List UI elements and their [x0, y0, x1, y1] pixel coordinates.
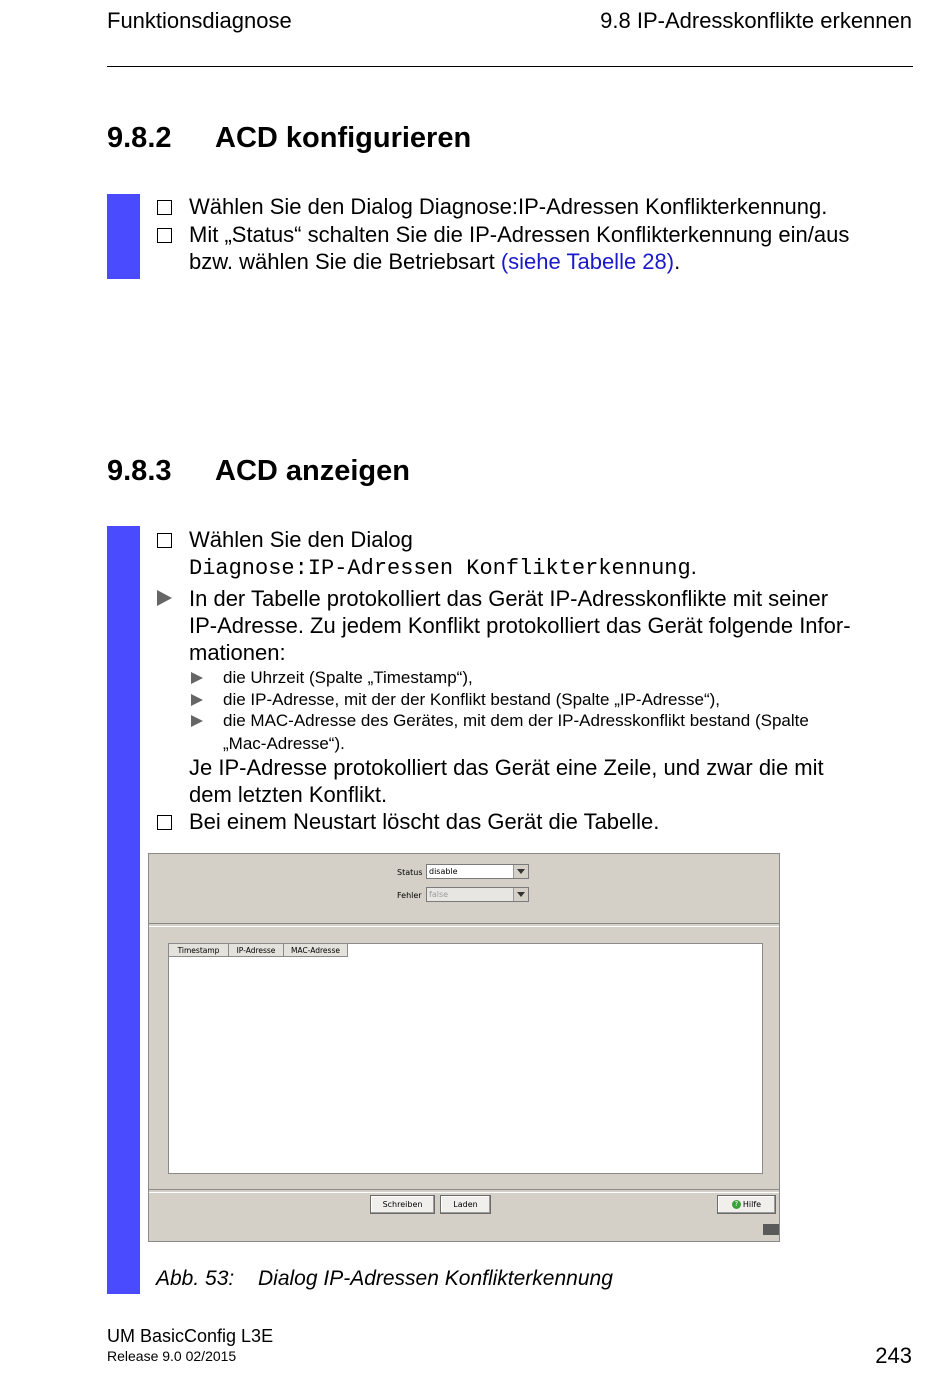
figure-caption: Dialog IP-Adressen Konflikterkennung [258, 1267, 613, 1290]
result-text: mationen: [189, 640, 286, 665]
fehler-select [426, 887, 529, 902]
paragraph: dem letzten Konflikt. [189, 782, 388, 807]
status-label: Status [397, 868, 423, 877]
footer-release: Release 9.0 02/2015 [107, 1348, 237, 1364]
column-header-mac-address[interactable]: MAC-Adresse [284, 944, 348, 957]
section-number: 9.8.2 [107, 122, 172, 154]
running-header-left: Funktionsdiagnose [107, 8, 292, 33]
section-title: ACD anzeigen [215, 455, 410, 487]
sub-arrow-icon [191, 715, 203, 727]
instruction-step: Mit „Status“ schalten Sie die IP-Adressen Konflikterkennung ein/aus [189, 222, 850, 247]
result-text: IP-Adresse. Zu jedem Konflikt protokolliert das Gerät folgende Infor- [189, 613, 851, 638]
instruction-bar [107, 526, 140, 1294]
step-text-end: . [674, 249, 681, 274]
checkbox-icon [157, 533, 172, 548]
instruction-step: Wählen Sie den Dialog [189, 527, 413, 552]
page-number: 243 [875, 1343, 912, 1368]
fehler-value: false [429, 890, 449, 899]
header-rule [107, 66, 913, 67]
checkbox-icon [157, 200, 172, 215]
sub-arrow-icon [191, 672, 203, 684]
status-select[interactable] [426, 864, 529, 879]
status-indicator-icon [763, 1224, 779, 1235]
chevron-down-icon[interactable] [513, 865, 528, 878]
sub-item: die IP-Adresse, mit der der Konflikt bestand (Spalte „IP-Adresse“), [223, 690, 720, 709]
checkbox-icon [157, 228, 172, 243]
result-arrow-icon [157, 590, 172, 606]
sub-arrow-icon [191, 694, 203, 706]
table-reference-link[interactable]: (siehe Tabelle 28) [500, 249, 675, 274]
section-heading-acd-anzeigen [107, 455, 410, 488]
help-icon: ? [732, 1200, 741, 1209]
load-button[interactable]: Laden [440, 1195, 491, 1214]
instruction-step-continued [189, 249, 680, 275]
help-button[interactable] [717, 1195, 776, 1214]
column-header-ip-address[interactable]: IP-Adresse [229, 944, 284, 957]
paragraph: Je IP-Adresse protokolliert das Gerät eine Zeile, und zwar die mit [189, 755, 824, 780]
acd-dialog-screenshot [148, 853, 780, 1242]
fehler-label: Fehler [397, 891, 422, 900]
section-heading-acd-konfigurieren [107, 122, 471, 155]
instruction-bar [107, 194, 140, 279]
write-button[interactable]: Schreiben [370, 1195, 435, 1214]
result-text: In der Tabelle protokolliert das Gerät IP-Adresskonflikte mit seiner [189, 586, 829, 611]
help-label: Hilfe [742, 1200, 762, 1209]
section-number: 9.8.3 [107, 455, 172, 487]
instruction-step: Bei einem Neustart löscht das Gerät die Tabelle. [189, 809, 660, 834]
checkbox-icon [157, 815, 172, 830]
sub-item: die MAC-Adresse des Gerätes, mit dem der IP-Adresskonflikt bestand (Spalte [223, 711, 809, 730]
figure-label: Abb. 53: [156, 1267, 235, 1290]
step-text: bzw. wählen Sie die Betriebsart [189, 249, 501, 274]
footer-title: UM BasicConfig L3E [107, 1326, 274, 1346]
instruction-step-continued [189, 554, 697, 581]
section-title: ACD konfigurieren [215, 122, 472, 154]
running-header-right: 9.8 IP-Adresskonflikte erkennen [600, 8, 912, 33]
instruction-step: Wählen Sie den Dialog Diagnose:IP-Adressen Konflikterkennung. [189, 194, 828, 219]
column-header-timestamp[interactable]: Timestamp [169, 944, 229, 957]
dialog-path: Diagnose:IP-Adressen Konflikterkennung [189, 556, 691, 581]
conflict-table[interactable] [168, 943, 763, 1174]
sub-item-continued: „Mac-Adresse“). [223, 734, 345, 753]
divider [149, 923, 779, 927]
sub-item: die Uhrzeit (Spalte „Timestamp“), [223, 668, 473, 687]
step-text-end: . [690, 554, 697, 579]
divider [149, 1189, 779, 1193]
status-value: disable [429, 867, 458, 876]
chevron-down-icon [513, 888, 528, 901]
